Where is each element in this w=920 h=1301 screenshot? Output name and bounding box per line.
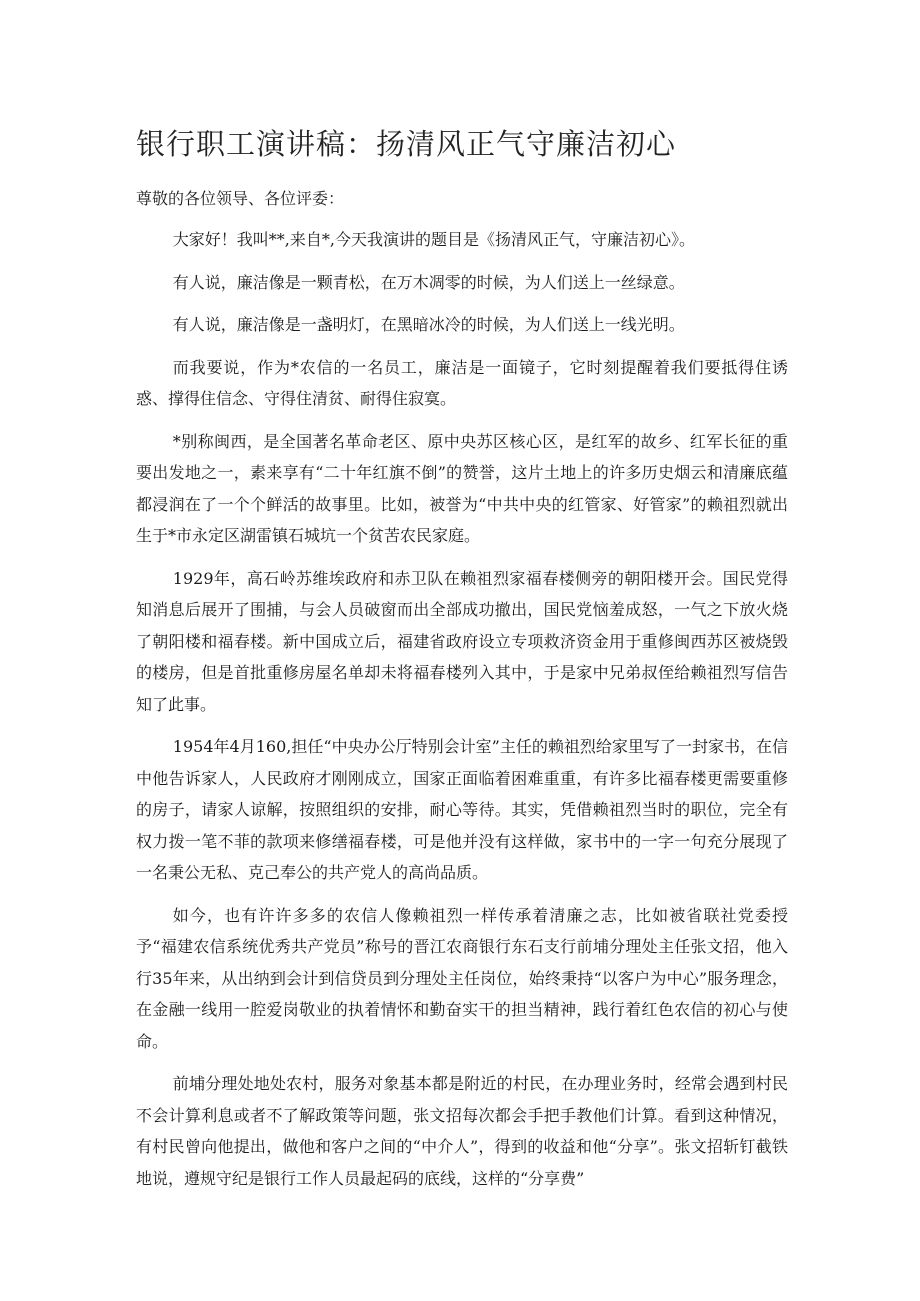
paragraph: 1954年4月160,担任“中央办公厅特别会计室”主任的赖祖烈给家里写了一封家书，在信中他告诉家人，人民政府才刚刚成立，国家正面临着困难重重，有许多比福春楼更需要重修的房子，请家人谅解，按照组织的安排，耐心等待。其实，凭借赖祖烈当时的职位，完全有权力拨一笔不菲的款项来修缮福春楼，可是他并没有这样做，家书中的一字一句充分展现了一名秉公无私、克己奉公的共产党人的高尚品质。: [136, 737, 788, 882]
document-body: [136, 224, 788, 1205]
paragraph: 前埔分理处地处农村，服务对象基本都是附近的村民，在办理业务时，经常会遇到村民不会计算利息或者不了解政策等问题，张文招每次都会手把手教他们计算。看到这种情况，有村民曾向他提出，做他和客户之间的“中介人”，得到的收益和他“分享”。张文招斩钉截铁地说，遵规守纪是银行工作人员最起码的底线，这样的“分享费”: [136, 1074, 788, 1188]
salutation: 尊敬的各位领导、各位评委：: [136, 189, 345, 208]
paragraph: 大家好！我叫**,来自*,今天我演讲的题目是《扬清风正气，守廉洁初心》。: [172, 230, 695, 249]
paragraph: 有人说，廉洁像是一盏明灯，在黑暗冰冷的时候，为人们送上一线光明。: [172, 315, 685, 334]
paragraph: 有人说，廉洁像是一颗青松，在万木凋零的时候，为人们送上一丝绿意。: [172, 272, 685, 292]
paragraph: 而我要说，作为*农信的一名员工，廉洁是一面镜子，它时刻提醒着我们要抵得住诱惑、撑得住信念、守得住清贫、耐得住寂寞。: [136, 357, 788, 408]
document-title: 银行职工演讲稿：扬清风正气守廉洁初心: [136, 127, 677, 161]
paragraph: *别称闽西，是全国著名革命老区、原中央苏区核心区，是红军的故乡、红军长征的重要出发地之一，素来享有“二十年红旗不倒”的赞誉，这片土地上的许多历史烟云和清廉底蕴都浸润在了一个个鲜活的故事里。比如，被誉为“中共中央的红管家、好管家”的赖祖烈就出生于*市永定区湖雷镇石城坑一个贫苦农民家庭。: [136, 431, 788, 545]
paragraph: 1929年，高石岭苏维埃政府和赤卫队在赖祖烈家福春楼侧旁的朝阳楼开会。国民党得知消息后展开了围捕，与会人员破窗而出全部成功撤出，国民党恼羞成怒，一气之下放火烧了朝阳楼和福春楼。新中国成立后，福建省政府设立专项救济资金用于重修闽西苏区被烧毁的楼房，但是首批重修房屋名单却未将福春楼列入其中，于是家中兄弟叔侄给赖祖烈写信告知了此事。: [136, 568, 788, 714]
paragraph: 如今，也有许许多多的农信人像赖祖烈一样传承着清廉之志，比如被省联社党委授予“福建农信系统优秀共产党员”称号的晋江农商银行东石支行前埔分理处主任张文招，他入行35年来，从出纳到会计到信贷员到分理处主任岗位，始终秉持“以客户为中心”服务理念，在金融一线用一腔爱岗敬业的执着情怀和勤奋实干的担当精神，践行着红色农信的初心与使命。: [136, 905, 788, 1051]
